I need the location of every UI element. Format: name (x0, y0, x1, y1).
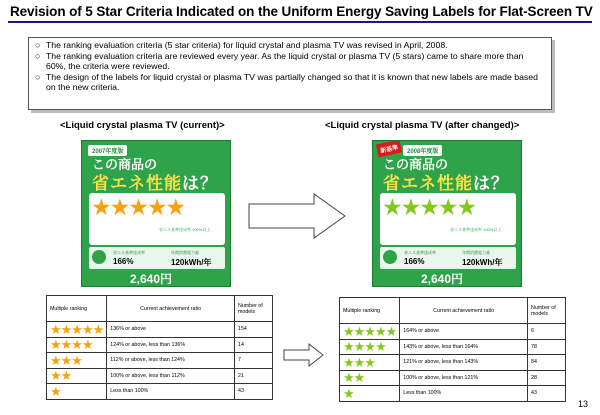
models-cell: 43 (235, 384, 273, 400)
star-rating-icon: ★★★★★ (50, 321, 104, 337)
label-star-panel (89, 193, 225, 245)
label-info-row (89, 247, 225, 269)
models-cell: 154 (235, 322, 273, 338)
header-ratio: Current achievement ratio (107, 296, 235, 322)
ratio-cell: 164% or above (400, 324, 528, 340)
star-rating-icon: ★★ (343, 370, 365, 386)
label-price: 2,640円 (421, 272, 464, 286)
circle-bullet-icon: ○ (35, 40, 41, 50)
header-rank: Multiple ranking (340, 298, 400, 324)
star-rating-icon: ★ (343, 385, 354, 401)
achievement-value: 166% (404, 257, 425, 266)
note-text: The ranking evaluation criteria (5 star criteria) for liquid crystal and plasma TV was revised in April, 2008. (46, 40, 448, 50)
star-rating-icon: ★★★★ (343, 339, 386, 355)
table-row (47, 368, 273, 384)
energy-mark-icon (383, 250, 397, 264)
models-cell: 14 (235, 337, 273, 353)
label-panel-caption: 省エネ基準達成率 100%以上 (159, 227, 211, 232)
header-ratio: Current achievement ratio (400, 298, 528, 324)
models-cell: 28 (528, 370, 566, 386)
table-row (340, 339, 566, 355)
star-rating-icon: ★ (50, 383, 61, 399)
label-question-highlight: 省エネ性能 (92, 174, 182, 193)
ratio-cell: Less than 100% (107, 384, 235, 400)
label-year-tag: 2008年度版 (403, 145, 442, 156)
notes-box (28, 37, 552, 110)
ratio-cell: 136% or above (107, 322, 235, 338)
star-rating-icon: ★★ (50, 368, 72, 384)
changed-label-heading: <Liquid crystal plasma TV (after changed)> (325, 120, 520, 131)
achievement-caption: 省エネ基準達成率 (113, 250, 145, 255)
label-year-tag: 2007年度版 (88, 145, 127, 156)
table-row (47, 337, 273, 353)
current-energy-label (81, 140, 231, 287)
right-arrow-icon (248, 192, 348, 240)
label-price: 2,640円 (130, 272, 173, 286)
label-question-line1: この商品の (92, 157, 158, 172)
table-row (340, 370, 566, 386)
note-text: The ranking evaluation criteria are reviewed every year. As the liquid crystal or plasma TV (5 stars) came to share more than 60%, the criteria were reviewed. (46, 50, 524, 72)
label-question-highlight: 省エネ性能 (383, 174, 473, 193)
models-cell: 21 (235, 368, 273, 384)
header-models: Number of models (235, 296, 273, 322)
energy-mark-icon (92, 250, 106, 264)
slide-title: Revision of 5 Star Criteria Indicated on the Uniform Energy Saving Labels for Flat-Screen TV (10, 4, 593, 19)
header-rank: Multiple ranking (47, 296, 107, 322)
table-header-row (340, 298, 566, 324)
changed-ranking-table (339, 297, 566, 402)
consumption-caption: 年間消費電力量 (171, 250, 199, 255)
models-cell: 7 (235, 353, 273, 369)
note-item (35, 72, 545, 93)
page-number: 13 (578, 399, 589, 409)
current-ranking-table (46, 295, 273, 400)
star-rating-icon: ★★★ (343, 354, 375, 370)
table-row (340, 355, 566, 371)
star-rating-icon: ★★★★ (50, 337, 93, 353)
table-row (47, 322, 273, 338)
ratio-cell: 121% or above, less than 143% (400, 355, 528, 371)
consumption-value: 120kWh/年 (171, 258, 212, 267)
changed-energy-label (372, 140, 522, 287)
note-text: The design of the labels for liquid crystal or plasma TV was partially changed so that it is known that new labels are made based on the new criteria. (46, 71, 538, 93)
ratio-cell: 143% or above, less than 164% (400, 339, 528, 355)
ratio-cell: 100% or above, less than 121% (400, 370, 528, 386)
note-item (35, 51, 545, 72)
circle-bullet-icon: ○ (35, 50, 41, 61)
ratio-cell: 100% or above, less than 112% (107, 368, 235, 384)
table-row (340, 324, 566, 340)
consumption-value: 120kWh/年 (462, 258, 503, 267)
models-cell: 43 (528, 386, 566, 402)
models-cell: 6 (528, 324, 566, 340)
table-row (47, 353, 273, 369)
header-models: Number of models (528, 298, 566, 324)
right-arrow-icon (283, 343, 325, 367)
label-star-panel (380, 193, 516, 245)
star-rating-icon: ★★★ (50, 352, 82, 368)
star-rating-icon: ★★★★★ (343, 323, 397, 339)
label-question-line2 (383, 169, 509, 194)
models-cell: 78 (528, 339, 566, 355)
achievement-caption: 省エネ基準達成率 (404, 250, 436, 255)
label-question-suffix: は？ (473, 174, 509, 193)
note-item (35, 40, 545, 51)
table-row (340, 386, 566, 402)
circle-bullet-icon: ○ (35, 71, 41, 82)
label-question-line1: この商品の (383, 157, 449, 172)
models-cell: 84 (528, 355, 566, 371)
ratio-cell: 112% or above, less than 124% (107, 353, 235, 369)
ratio-cell: 124% or above, less than 136% (107, 337, 235, 353)
title-underline (8, 21, 592, 23)
label-panel-caption: 省エネ基準達成率 100%以上 (450, 227, 502, 232)
label-info-row (380, 247, 516, 269)
achievement-value: 166% (113, 257, 134, 266)
consumption-caption: 年間消費電力量 (462, 250, 490, 255)
label-question-suffix: は？ (182, 174, 218, 193)
table-row (47, 384, 273, 400)
five-star-rating-icon: ★★★★★ (91, 194, 185, 220)
ratio-cell: Less than 100% (400, 386, 528, 402)
label-question-line2 (92, 169, 218, 194)
new-criteria-badge: 新基準 (376, 140, 402, 157)
five-star-rating-icon: ★★★★★ (382, 194, 476, 220)
current-label-heading: <Liquid crystal plasma TV (current)> (60, 120, 225, 131)
table-header-row (47, 296, 273, 322)
